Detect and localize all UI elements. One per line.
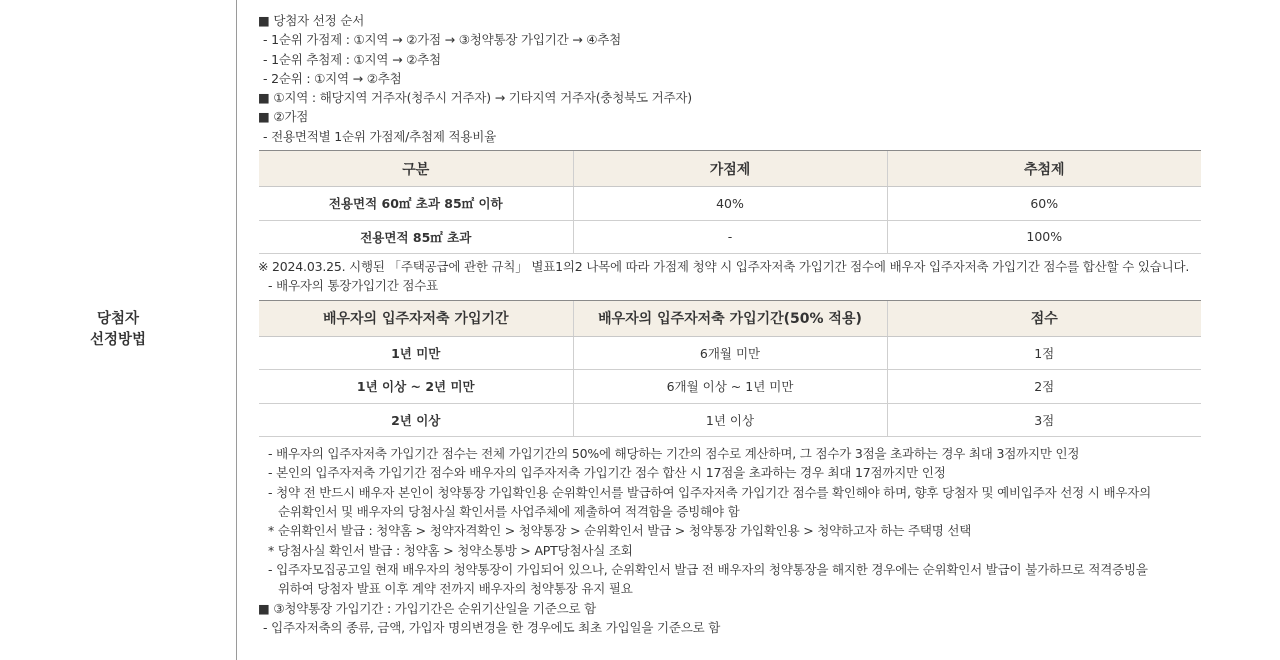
table-row xyxy=(259,220,1201,254)
table-cell: 40% xyxy=(573,187,887,221)
text-line: - 2순위 : ①지역 → ②추첨 xyxy=(263,70,402,86)
text-line: * 당첨사실 확인서 발급 : 청약홈 > 청약소통방 > APT당첨사실 조회 xyxy=(268,542,633,558)
row-label-line-2: 선정방법 xyxy=(89,332,147,348)
column-divider xyxy=(236,0,237,660)
table-row xyxy=(259,187,1201,221)
text-line: - 본인의 입주자저축 가입기간 점수와 배우자의 입주자저축 가입기간 점수 합산 시 17점을 초과하는 경우 최대 17점까지만 인정 xyxy=(268,465,946,481)
table-cell: - xyxy=(573,220,887,254)
table-cell: 전용면적 85㎡ 초과 xyxy=(259,220,573,254)
table-header-row xyxy=(259,300,1201,336)
section-heading: ■ ③청약통장 가입기간 : 가입기간은 순위기산일을 기준으로 함 xyxy=(258,599,1268,618)
section-heading: ■ ②가점 xyxy=(258,107,1268,126)
table-cell: 전용면적 60㎡ 초과 85㎡ 이하 xyxy=(259,187,573,221)
table-header: 점수 xyxy=(887,300,1201,336)
text-line: - 청약 전 반드시 배우자 본인이 청약통장 가입확인용 순위확인서를 발급하여 입주자저축 가입기간 점수를 확인해야 하며, 향후 당첨자 및 예비입주자 선정 시 배우자의 xyxy=(268,484,1151,500)
table-header: 구분 xyxy=(259,151,573,187)
table-cell: 2년 이상 xyxy=(259,403,573,437)
text-line: 위하여 당첨자 발표 이후 계약 전까지 배우자의 청약통장 유지 필요 xyxy=(278,581,633,597)
text-line: - 배우자의 통장가입기간 점수표 xyxy=(268,278,439,294)
table-cell: 1년 이상 xyxy=(573,403,887,437)
row-label xyxy=(90,309,146,351)
section-heading: ■ ①지역 : 해당지역 거주자(청주시 거주자) → 기타지역 거주자(충청북도 거주자) xyxy=(258,88,1268,107)
table-cell: 60% xyxy=(887,187,1201,221)
table-cell: 1점 xyxy=(887,336,1201,370)
table-header: 배우자의 입주자저축 가입기간 xyxy=(259,300,573,336)
text-line: - 입주자모집공고일 현재 배우자의 청약통장이 가입되어 있으나, 순위확인서 발급 전 배우자의 청약통장을 해지한 경우에는 순위확인서 발급이 불가하므로 적격증빙을 xyxy=(268,561,1148,577)
text-line: 순위확인서 및 배우자의 당첨사실 확인서를 사업주체에 제출하여 적격함을 증빙해야 함 xyxy=(278,504,740,520)
table-cell: 1년 이상 ~ 2년 미만 xyxy=(259,370,573,404)
text-line: - 1순위 추첨제 : ①지역 → ②추첨 xyxy=(263,51,441,67)
note-line: ※ 2024.03.25. 시행된 「주택공급에 관한 규칙」 별표1의2 나목에 따라 가점제 청약 시 입주자저축 가입기간 점수에 배우자 입주자저축 가입기간 점수를 합산할 수 있습니다. xyxy=(258,259,1190,275)
row-label-cell xyxy=(0,0,236,660)
table-cell: 6개월 이상 ~ 1년 미만 xyxy=(573,370,887,404)
text-line: - 전용면적별 1순위 가점제/추첨제 적용비율 xyxy=(263,128,497,144)
table-header: 추첨제 xyxy=(887,151,1201,187)
table-header-row xyxy=(259,151,1201,187)
text-line: - 1순위 가점제 : ①지역 → ②가점 → ③청약통장 가입기간 → ④추첨 xyxy=(263,32,622,48)
row-label-line-1: 당첨자 xyxy=(96,311,140,327)
section-heading: ■ 당첨자 선정 순서 xyxy=(258,11,1268,30)
text-line: - 입주자저축의 종류, 금액, 가입자 명의변경을 한 경우에도 최초 가입일을 기준으로 함 xyxy=(263,619,721,635)
table-cell: 100% xyxy=(887,220,1201,254)
content-cell xyxy=(258,11,1268,637)
table-row xyxy=(259,336,1201,370)
table-row xyxy=(259,403,1201,437)
text-line: * 순위확인서 발급 : 청약홈 > 청약자격확인 > 청약통장 > 순위확인서 발급 > 청약통장 가입확인용 > 청약하고자 하는 주택명 선택 xyxy=(268,523,972,539)
text-line: - 배우자의 입주자저축 가입기간 점수는 전체 가입기간의 50%에 해당하는 기간의 점수로 계산하며, 그 점수가 3점을 초과하는 경우 최대 3점까지만 인정 xyxy=(268,446,1080,462)
table-cell: 2점 xyxy=(887,370,1201,404)
table-header: 배우자의 입주자저축 가입기간(50% 적용) xyxy=(573,300,887,336)
spouse-score-table xyxy=(259,300,1201,438)
table-cell: 1년 미만 xyxy=(259,336,573,370)
table-cell: 6개월 미만 xyxy=(573,336,887,370)
table-row xyxy=(259,370,1201,404)
table-header: 가점제 xyxy=(573,151,887,187)
table-cell: 3점 xyxy=(887,403,1201,437)
ratio-table xyxy=(259,150,1201,254)
